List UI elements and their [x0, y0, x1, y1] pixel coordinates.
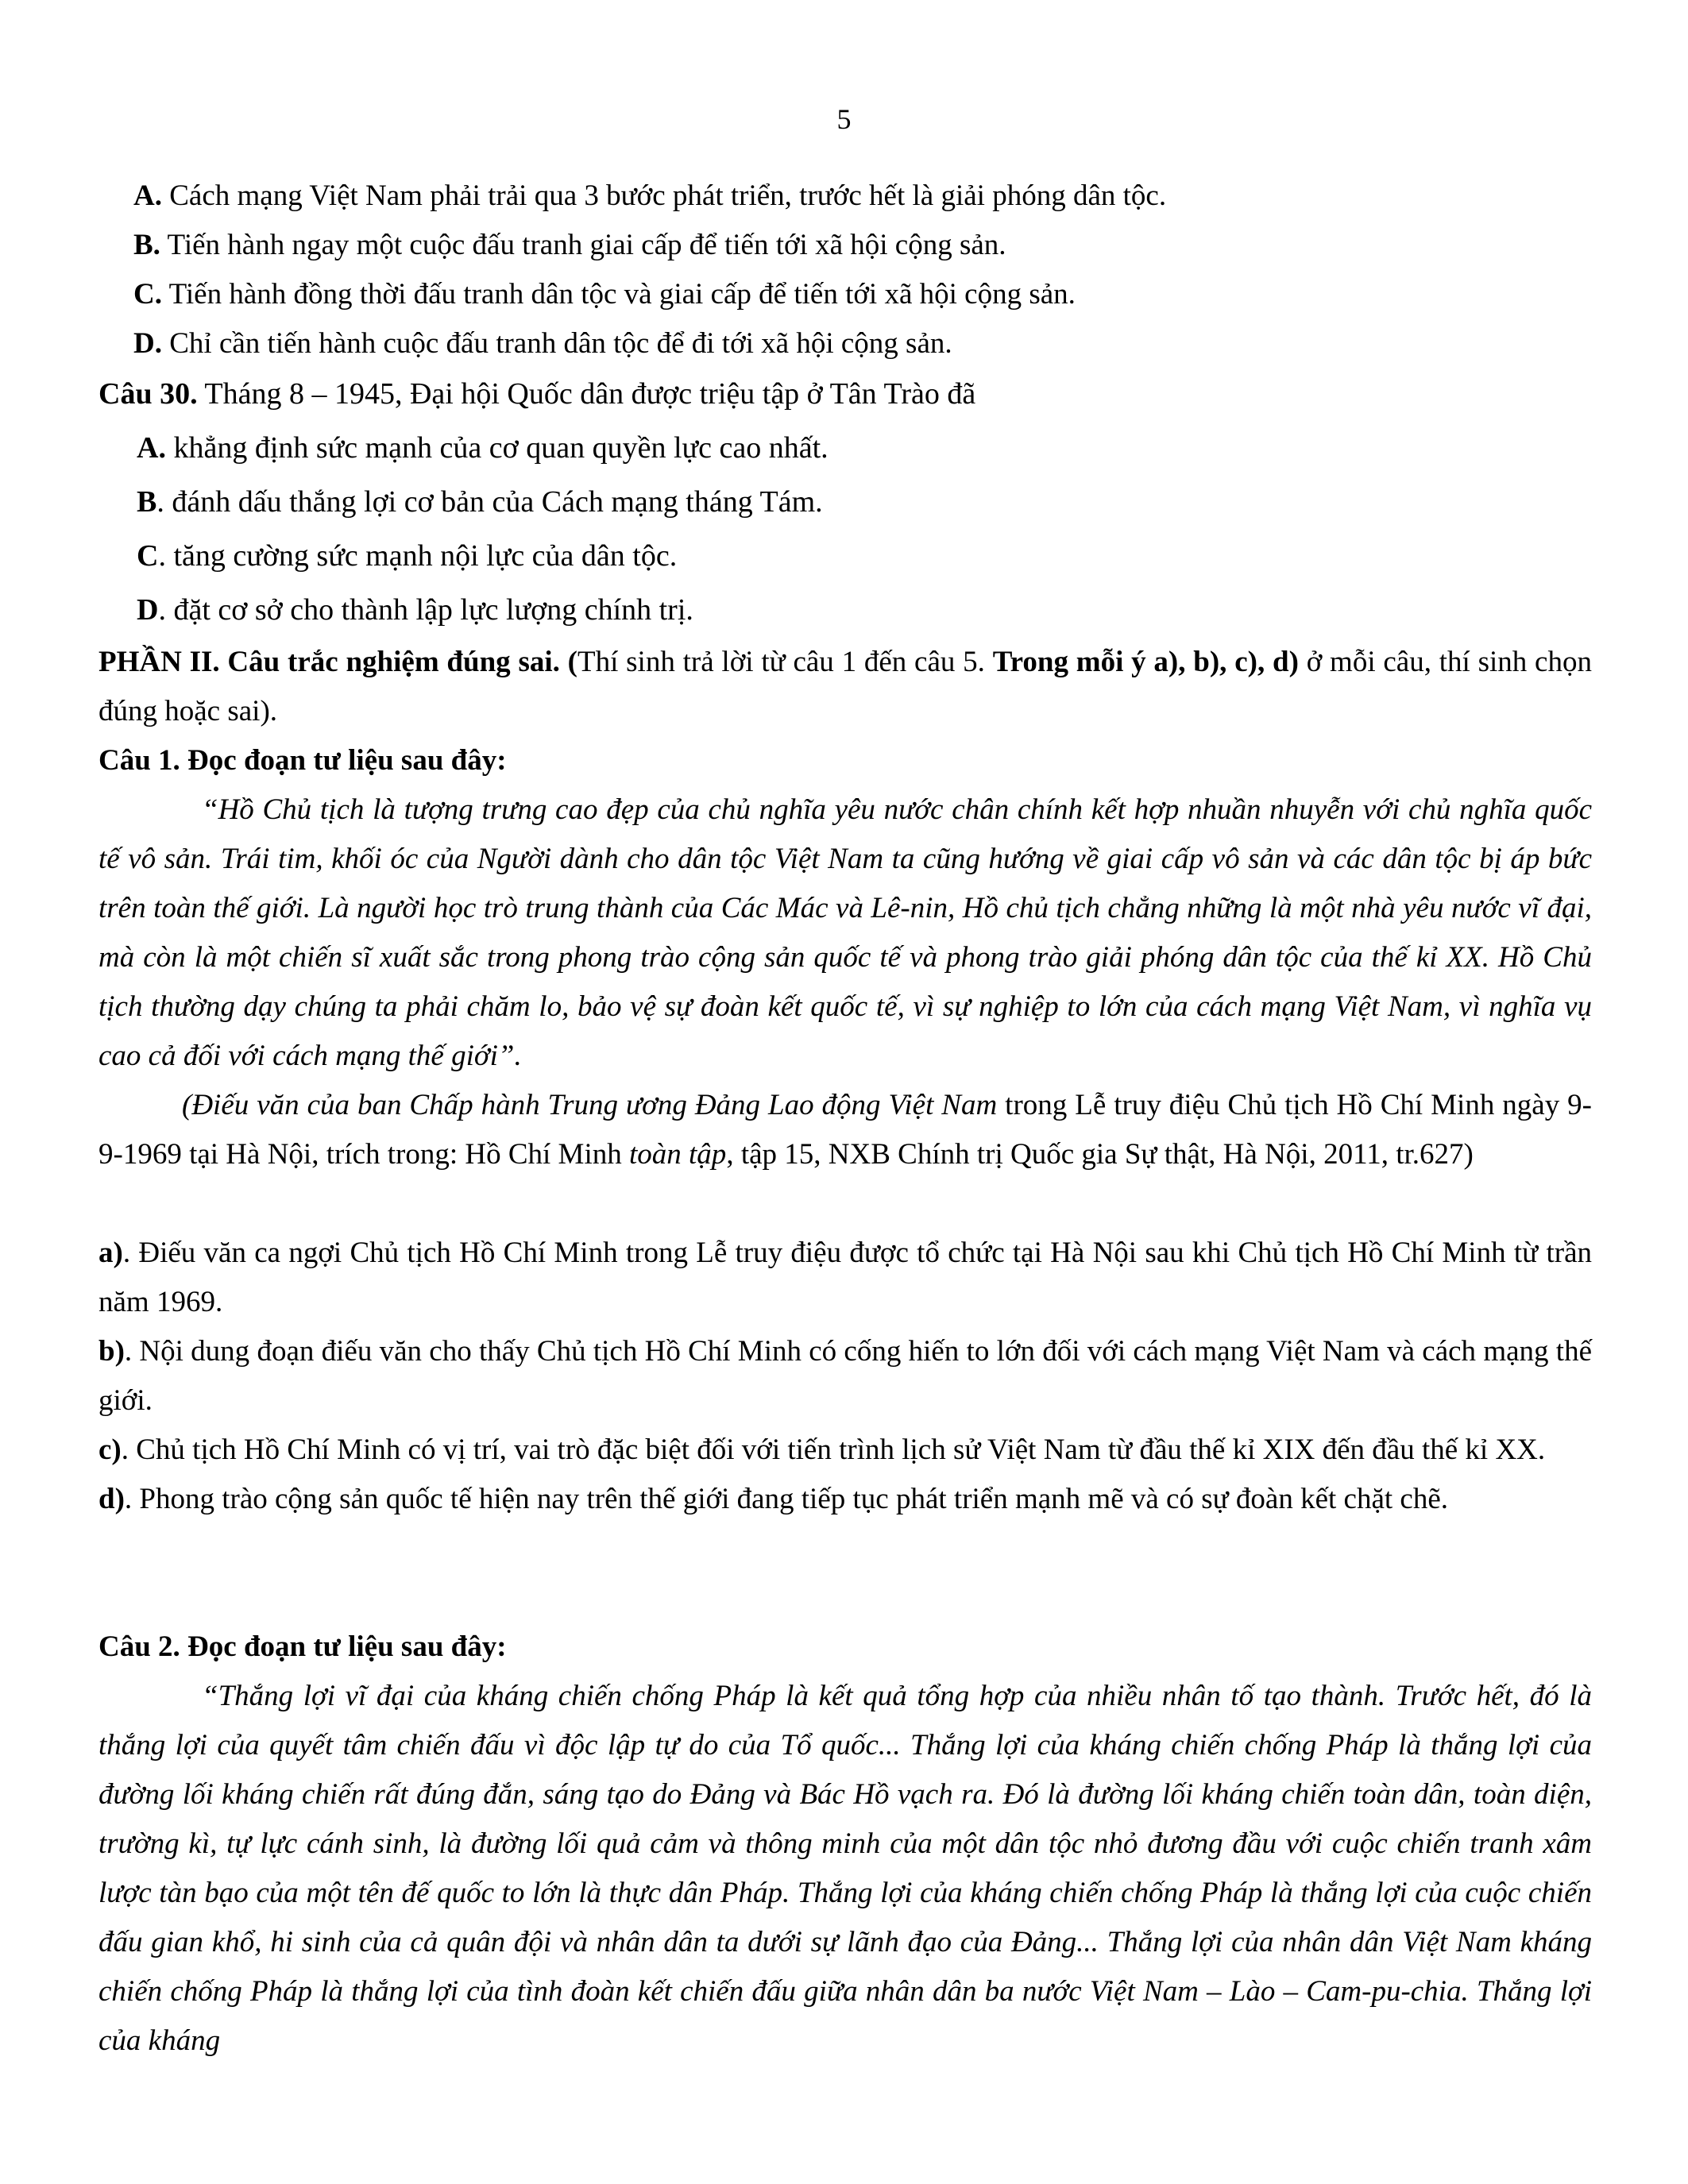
part2-header: PHẦN II. Câu trắc nghiệm đúng sai. (Thí sinh trả lời từ câu 1 đến câu 5. Trong mỗi ý a), b), c), d) ở mỗi câu, thí sinh chọn đúng hoặc sai).	[98, 646, 1592, 727]
q1-statement-d: d). Phong trào cộng sản quốc tế hiện nay trên thế giới đang tiếp tục phát triển mạnh mẽ và có sự đoàn kết chặt chẽ.	[98, 1483, 1449, 1515]
q1-statement-c: c). Chủ tịch Hồ Chí Minh có vị trí, vai trò đặc biệt đối với tiến trình lịch sử Việt Nam từ đầu thế kỉ XIX đến đầu thế kỉ XX.	[98, 1433, 1546, 1466]
q29-options	[133, 172, 1595, 369]
q2-heading: Câu 2. Đọc đoạn tư liệu sau đây:	[98, 1630, 507, 1663]
part2-title: PHẦN II. Câu trắc nghiệm đúng sai.	[98, 646, 560, 678]
q30-option-a: A. khẳng định sức mạnh của cơ quan quyền lực cao nhất.	[137, 431, 829, 465]
q30-option-c: C. tăng cường sức mạnh nội lực của dân tộc.	[137, 539, 678, 573]
q1-source: (Điếu văn của ban Chấp hành Trung ương Đảng Lao động Việt Nam trong Lễ truy điệu Chủ tịch Hồ Chí Minh ngày 9-9-1969 tại Hà Nội, trích trong: Hồ Chí Minh toàn tập, tập 15, NXB Chính trị Quốc gia Sự thật, Hà Nội, 2011, tr.627)	[98, 1089, 1592, 1171]
q2-quote: “Thắng lợi vĩ đại của kháng chiến chống Pháp là kết quả tổng hợp của nhiều nhân tố tạo thành. Trước hết, đó là thắng lợi của quyết tâm chiến đấu vì độc lập tự do của Tổ quốc... Thắng lợi của kháng chiến chống Pháp là thắng lợi của đường lối kháng chiến rất đúng đắn, sáng tạo do Đảng và Bác Hồ vạch ra. Đó là đường lối kháng chiến toàn dân, toàn diện, trường kì, tự lực cánh sinh, là đường lối quả cảm và thông minh của một dân tộc nhỏ đương đầu với cuộc chiến tranh xâm lược tàn bạo của một tên đế quốc to lớn là thực dân Pháp. Thắng lợi của kháng chiến chống Pháp là thắng lợi của cuộc chiến đấu gian khổ, hi sinh của cả quân đội và nhân dân ta dưới sự lãnh đạo của Đảng... Thắng lợi của nhân dân Việt Nam kháng chiến chống Pháp là thắng lợi của tình đoàn kết chiến đấu giữa nhân dân ba nước Việt Nam – Lào – Cam-pu-chia. Thắng lợi của kháng	[98, 1680, 1592, 2057]
q30-option-b: B. đánh dấu thắng lợi cơ bản của Cách mạng tháng Tám.	[137, 485, 823, 519]
q29-option-c: C. Tiến hành đồng thời đấu tranh dân tộc và giai cấp để tiến tới xã hội cộng sản.	[133, 278, 1076, 311]
q1-statement-b: b). Nội dung đoạn điếu văn cho thấy Chủ tịch Hồ Chí Minh có cống hiến to lớn đối với cách mạng Việt Nam và cách mạng thế giới.	[98, 1335, 1592, 1417]
q1-statement-a: a). Điếu văn ca ngợi Chủ tịch Hồ Chí Minh trong Lễ truy điệu được tổ chức tại Hà Nội sau khi Chủ tịch Hồ Chí Minh từ trần năm 1969.	[98, 1237, 1592, 1318]
q29-option-b: B. Tiến hành ngay một cuộc đấu tranh giai cấp để tiến tới xã hội cộng sản.	[133, 229, 1006, 261]
page-number: 5	[836, 103, 852, 135]
q30	[98, 367, 1608, 637]
q29-option-a: A. Cách mạng Việt Nam phải trải qua 3 bước phát triển, trước hết là giải phóng dân tộc.	[133, 179, 1167, 212]
q29-option-d: D. Chỉ cần tiến hành cuộc đấu tranh dân tộc để đi tới xã hội cộng sản.	[133, 327, 952, 360]
q30-stem: Câu 30. Tháng 8 – 1945, Đại hội Quốc dân được triệu tập ở Tân Trào đã	[98, 377, 976, 411]
q1-statements	[98, 1229, 1592, 1524]
q1-quote: “Hồ Chủ tịch là tượng trưng cao đẹp của chủ nghĩa yêu nước chân chính kết hợp nhuần nhuyễn với chủ nghĩa quốc tế vô sản. Trái tim, khối óc của Người dành cho dân tộc Việt Nam ta cũng hướng về giai cấp vô sản và các dân tộc bị áp bức trên toàn thế giới. Là người học trò trung thành của Các Mác và Lê-nin, Hồ chủ tịch chẳng những là một nhà yêu nước vĩ đại, mà còn là một chiến sĩ xuất sắc trong phong trào cộng sản quốc tế và phong trào giải phóng dân tộc của thế kỉ XX. Hồ Chủ tịch thường dạy chúng ta phải chăm lo, bảo vệ sự đoàn kết quốc tế, vì sự nghiệp to lớn của cách mạng Việt Nam, vì nghĩa vụ cao cả đối với cách mạng thế giới”.	[98, 793, 1592, 1072]
q1-heading: Câu 1. Đọc đoạn tư liệu sau đây:	[98, 744, 507, 777]
q30-option-d: D. đặt cơ sở cho thành lập lực lượng chính trị.	[137, 593, 693, 627]
